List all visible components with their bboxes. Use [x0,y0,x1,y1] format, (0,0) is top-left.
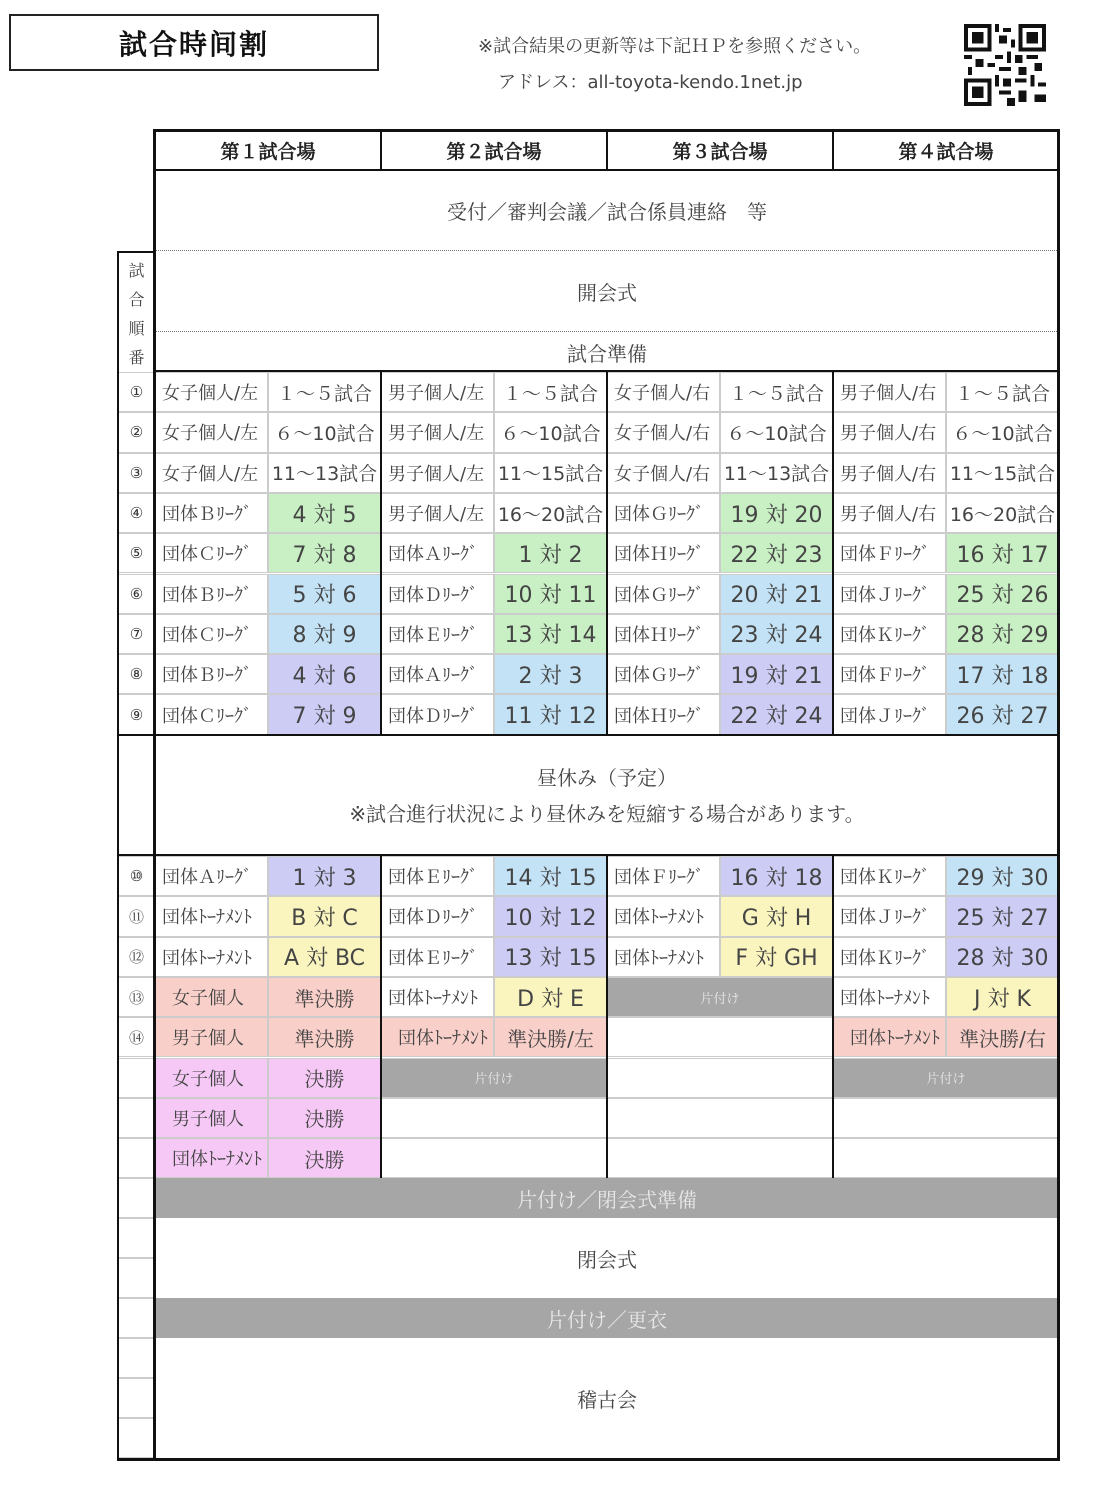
lunch-title: 昼休み（予定） [537,766,677,790]
order-number-cell: ⑭ [118,1017,155,1057]
order-number-cell [118,1098,155,1138]
order-number-cell: ⑫ [118,937,155,977]
order-number-cell: ⑥ [118,574,155,614]
match-detail-cell: 16 対 18 [720,856,833,896]
match-category-cell: 男子個人/右 [833,453,946,493]
court-divider [832,131,834,170]
match-prep-block: 試合準備 [567,341,647,366]
match-detail-cell: 11～15試合 [946,453,1059,493]
match-category-cell: 女子個人/右 [607,453,720,493]
match-detail-cell: 4 対 6 [268,654,381,694]
match-detail-cell: １～５試合 [268,372,381,412]
table-border-bottom [117,1458,1060,1461]
match-detail-cell: 22 対 23 [720,533,833,573]
match-category-cell: 団体Ｇﾘｰｸﾞ [607,493,720,533]
match-category-cell: 団体Ｇﾘｰｸﾞ [607,654,720,694]
match-detail-cell: 1 対 3 [268,856,381,896]
dotted-separator [155,331,1059,332]
practice-session-block: 稽古会 [577,1387,637,1412]
order-number-cell: ③ [118,453,155,493]
court-header: 第１試合場 [220,141,316,163]
match-category-cell: 団体Ｄﾘｰｸﾞ [381,694,494,734]
lunch-block [155,737,1059,855]
order-number-cell [118,1058,155,1098]
match-category-cell: 団体Ｅﾘｰｸﾞ [381,614,494,654]
match-category-cell: 団体Ｈﾘｰｸﾞ [607,533,720,573]
court-divider [380,372,382,735]
match-detail-cell: １～５試合 [720,372,833,412]
match-detail-cell: 20 対 21 [720,574,833,614]
match-category-cell: 団体ﾄｰﾅﾒﾝﾄ [381,977,494,1017]
match-detail-cell: 16～20試合 [494,493,607,533]
empty-cell [833,1098,1059,1138]
order-number-cell: ⑩ [118,856,155,896]
match-category-cell: 団体ﾄｰﾅﾒﾝﾄ [833,977,946,1017]
match-detail-cell: ６～10試合 [494,412,607,452]
order-number-cell [118,1338,155,1378]
match-category-cell: 団体Ｂﾘｰｸﾞ [155,574,268,614]
match-detail-cell: 11～15試合 [494,453,607,493]
match-category-cell: 女子個人/左 [155,412,268,452]
lunch-note: ※試合進行状況により昼休みを短縮する場合があります。 [349,802,865,826]
match-category-cell: 男子個人/左 [381,412,494,452]
match-category-cell: 団体Ａﾘｰｸﾞ [155,856,268,896]
match-category-cell: 女子個人 [155,1058,268,1098]
order-number-cell: ⑦ [118,614,155,654]
court-divider [606,856,608,1178]
match-category-cell: 女子個人/左 [155,372,268,412]
match-category-cell: 団体Ｃﾘｰｸﾞ [155,694,268,734]
match-category-cell: 男子個人 [155,1017,268,1057]
match-detail-cell: 準決勝 [268,977,381,1017]
match-category-cell: 団体Ｊﾘｰｸﾞ [833,694,946,734]
match-category-cell: 女子個人/左 [155,453,268,493]
cleanup-cell: 片付け [381,1058,607,1098]
match-detail-cell: 決勝 [268,1098,381,1138]
order-column-top-border [117,251,155,253]
match-detail-cell: ６～10試合 [268,412,381,452]
match-category-cell: 団体Ｃﾘｰｸﾞ [155,614,268,654]
order-label-char: 順 [128,318,145,338]
dotted-separator [155,250,1059,251]
match-detail-cell: 14 対 15 [494,856,607,896]
match-category-cell: 団体Ｋﾘｰｸﾞ [833,937,946,977]
match-detail-cell: 決勝 [268,1138,381,1178]
match-category-cell: 女子個人 [155,977,268,1017]
match-category-cell: 団体Ｋﾘｰｸﾞ [833,614,946,654]
empty-cell [607,1017,833,1057]
order-number-cell [118,1378,155,1418]
match-detail-cell: J 対 K [946,977,1059,1017]
match-category-cell: 団体Ｄﾘｰｸﾞ [381,896,494,936]
match-category-cell: 男子個人/左 [381,493,494,533]
match-category-cell: 団体Ｆﾘｰｸﾞ [607,856,720,896]
match-detail-cell: 19 対 20 [720,493,833,533]
match-category-cell: 団体Ｈﾘｰｸﾞ [607,614,720,654]
page-title: 試合時间割 [9,14,379,71]
empty-cell [607,1098,833,1138]
order-number-cell: ① [118,372,155,412]
table-border-right [1057,129,1060,1460]
block-divider [117,854,1059,856]
match-detail-cell: 19 対 21 [720,654,833,694]
court-divider [606,131,608,170]
match-category-cell: 団体Ｅﾘｰｸﾞ [381,856,494,896]
court-header: 第４試合場 [898,141,994,163]
closing-ceremony-block: 閉会式 [577,1247,637,1272]
court-header: 第２試合場 [446,141,542,163]
match-category-cell: 男子個人/右 [833,372,946,412]
match-category-cell: 団体ﾄｰﾅﾒﾝﾄ [155,896,268,936]
match-category-cell: 団体Ｂﾘｰｸﾞ [155,654,268,694]
court-divider [606,372,608,735]
empty-cell [381,1138,607,1178]
match-detail-cell: 29 対 30 [946,856,1059,896]
qr-code [963,24,1047,106]
match-category-cell: 団体Ｈﾘｰｸﾞ [607,694,720,734]
opening-ceremony-block: 開会式 [577,280,637,305]
empty-cell [381,1098,607,1138]
order-label-char: 試 [128,260,145,280]
order-label-char: 番 [128,347,145,367]
match-category-cell: 団体Ｃﾘｰｸﾞ [155,533,268,573]
court-divider [832,856,834,1178]
match-detail-cell: 16～20試合 [946,493,1059,533]
match-category-cell: 男子個人/右 [833,493,946,533]
match-detail-cell: 決勝 [268,1058,381,1098]
match-category-cell: 団体ﾄｰﾅﾒﾝﾄ [155,1138,268,1178]
match-detail-cell: 13 対 14 [494,614,607,654]
order-label-char: 合 [128,289,145,309]
match-category-cell: 団体Ｊﾘｰｸﾞ [833,574,946,614]
order-number-cell [118,1178,155,1218]
match-category-cell: 団体ﾄｰﾅﾒﾝﾄ [155,937,268,977]
cleanup-cell: 片付け [607,977,833,1017]
match-detail-cell: 準決勝/右 [946,1017,1059,1057]
match-detail-cell: B 対 C [268,896,381,936]
match-category-cell: 団体Ａﾘｰｸﾞ [381,654,494,694]
match-detail-cell: 26 対 27 [946,694,1059,734]
cleanup-cell: 片付け [833,1058,1059,1098]
match-detail-cell: 5 対 6 [268,574,381,614]
website-address: アドレス：all-toyota-kendo.1net.jp [498,72,803,93]
match-category-cell: 団体ﾄｰﾅﾒﾝﾄ [607,937,720,977]
order-number-cell: ④ [118,493,155,533]
match-category-cell: 団体Ｋﾘｰｸﾞ [833,856,946,896]
match-detail-cell: A 対 BC [268,937,381,977]
match-detail-cell: 23 対 24 [720,614,833,654]
match-category-cell: 団体Ｅﾘｰｸﾞ [381,937,494,977]
match-detail-cell: 1 対 2 [494,533,607,573]
match-detail-cell: F 対 GH [720,937,833,977]
cleanup-closing-prep-block: 片付け／閉会式準備 [155,1178,1059,1218]
order-number-cell: ⑤ [118,533,155,573]
order-number-cell: ② [118,412,155,452]
court-divider [380,131,382,170]
match-category-cell: 団体ﾄｰﾅﾒﾝﾄ [381,1017,494,1057]
match-category-cell: 団体Ｆﾘｰｸﾞ [833,654,946,694]
match-detail-cell: １～５試合 [946,372,1059,412]
court-header: 第３試合場 [672,141,768,163]
match-detail-cell: 11～13試合 [268,453,381,493]
empty-cell [607,1138,833,1178]
match-detail-cell: G 対 H [720,896,833,936]
match-detail-cell: ６～10試合 [946,412,1059,452]
match-detail-cell: 28 対 29 [946,614,1059,654]
match-detail-cell: 10 対 11 [494,574,607,614]
match-category-cell: 男子個人/左 [381,372,494,412]
match-detail-cell: 準決勝 [268,1017,381,1057]
reception-block: 受付／審判会議／試合係員連絡 等 [447,199,767,224]
order-number-cell: ⑬ [118,977,155,1017]
match-detail-cell: 8 対 9 [268,614,381,654]
match-category-cell: 団体Ｂﾘｰｸﾞ [155,493,268,533]
results-note: ※試合結果の更新等は下記ＨＰを参照ください。 [478,36,872,57]
match-detail-cell: 11 対 12 [494,694,607,734]
order-number-cell [118,1258,155,1298]
match-detail-cell: 10 対 12 [494,896,607,936]
court-divider [832,372,834,735]
cleanup-change-block: 片付け／更衣 [155,1298,1059,1338]
match-detail-cell: 28 対 30 [946,937,1059,977]
order-number-cell [118,1298,155,1338]
match-detail-cell: D 対 E [494,977,607,1017]
empty-cell [833,1138,1059,1178]
match-detail-cell: １～５試合 [494,372,607,412]
match-category-cell: 男子個人 [155,1098,268,1138]
match-detail-cell: 準決勝/左 [494,1017,607,1057]
match-category-cell: 団体Ａﾘｰｸﾞ [381,533,494,573]
match-detail-cell: 4 対 5 [268,493,381,533]
table-border-left [153,129,156,1460]
empty-cell [607,1058,833,1098]
match-detail-cell: 2 対 3 [494,654,607,694]
match-detail-cell: 17 対 18 [946,654,1059,694]
block-divider [117,734,1059,736]
match-category-cell: 団体Ｆﾘｰｸﾞ [833,533,946,573]
order-number-cell: ⑨ [118,694,155,734]
court-divider [380,856,382,1178]
match-detail-cell: 13 対 15 [494,937,607,977]
order-number-cell [118,1138,155,1178]
order-number-cell: ⑪ [118,896,155,936]
order-column-left-border [117,251,119,1460]
match-category-cell: 団体Ｊﾘｰｸﾞ [833,896,946,936]
order-number-cell [118,1418,155,1458]
match-category-cell: 男子個人/左 [381,453,494,493]
match-category-cell: 女子個人/右 [607,412,720,452]
match-detail-cell: 25 対 26 [946,574,1059,614]
match-category-cell: 団体Ｄﾘｰｸﾞ [381,574,494,614]
match-detail-cell: 7 対 9 [268,694,381,734]
order-number-cell: ⑧ [118,654,155,694]
match-category-cell: 男子個人/右 [833,412,946,452]
match-detail-cell: 11～13試合 [720,453,833,493]
match-detail-cell: ６～10試合 [720,412,833,452]
match-category-cell: 団体ﾄｰﾅﾒﾝﾄ [833,1017,946,1057]
match-detail-cell: 7 対 8 [268,533,381,573]
match-category-cell: 団体Ｇﾘｰｸﾞ [607,574,720,614]
match-detail-cell: 16 対 17 [946,533,1059,573]
match-detail-cell: 22 対 24 [720,694,833,734]
match-detail-cell: 25 対 27 [946,896,1059,936]
match-category-cell: 女子個人/右 [607,372,720,412]
match-category-cell: 団体ﾄｰﾅﾒﾝﾄ [607,896,720,936]
order-number-cell [118,1218,155,1258]
